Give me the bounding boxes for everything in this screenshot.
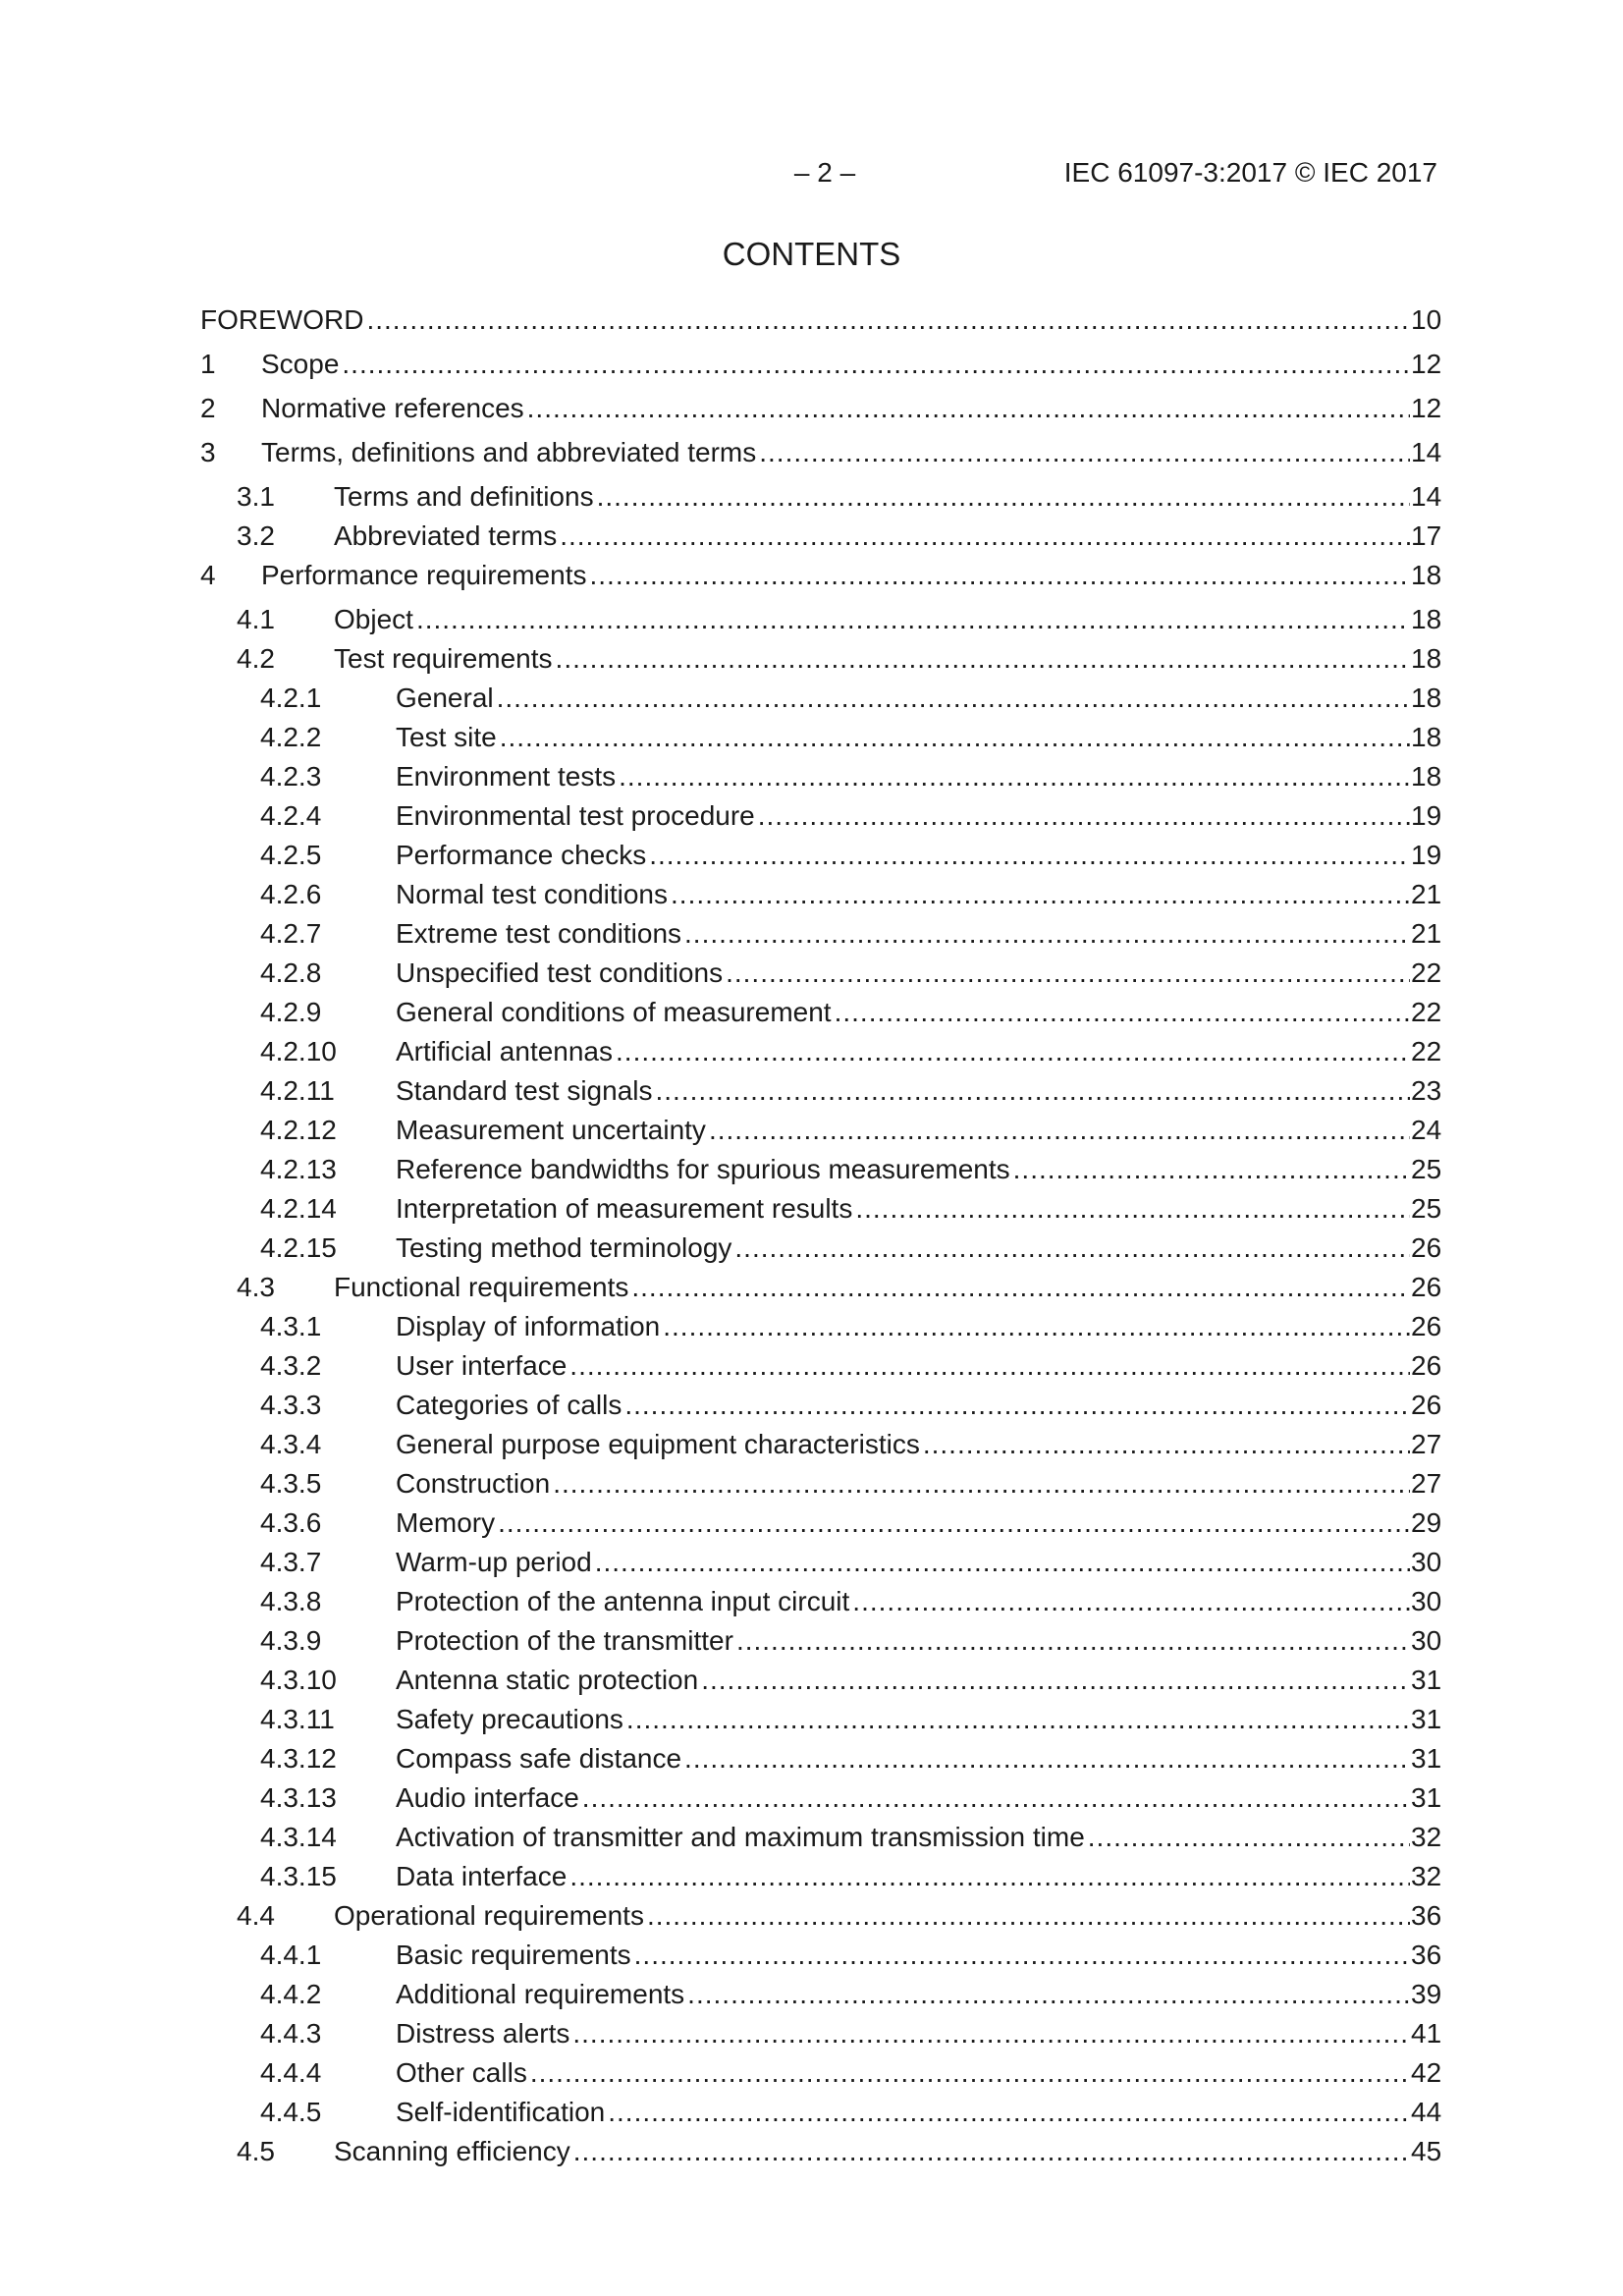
toc-entry-number: 4.2.11 [260,1075,335,1106]
toc-entry[interactable] [0,479,1623,515]
toc-entry[interactable] [0,838,1623,873]
toc-entry[interactable] [0,2134,1623,2169]
toc-entry[interactable] [0,916,1623,952]
toc-entry-title-with-leader [396,2095,1410,2130]
toc-entry-number: 4.3.1 [260,1311,322,1341]
toc-entry-page: 12 [1411,393,1442,423]
toc-entry[interactable] [0,1191,1623,1227]
toc-entry[interactable] [0,435,1623,470]
toc-entry-page: 30 [1411,1625,1442,1656]
toc-entry-page: 41 [1411,2018,1442,2049]
dot-leader [698,1663,1410,1698]
toc-entry[interactable] [0,1505,1623,1541]
toc-entry-title: Normative references [261,391,524,426]
dot-leader [681,916,1410,952]
toc-entry-page: 18 [1411,683,1442,713]
dot-leader [668,877,1410,912]
toc-entry-number: 4 [200,560,216,590]
toc-entry[interactable] [0,1898,1623,1934]
dot-leader [756,435,1410,470]
toc-entry[interactable] [0,1663,1623,1698]
toc-entry-title: Safety precautions [396,1702,623,1737]
toc-entry-page: 21 [1411,879,1442,909]
dot-leader [363,302,1410,338]
toc-entry-title: Other calls [396,2055,527,2091]
toc-entry-page: 30 [1411,1586,1442,1616]
dot-leader [623,1702,1410,1737]
toc-entry-title: Environmental test procedure [396,798,755,834]
dot-leader [613,1034,1410,1069]
toc-entry-page: 19 [1411,800,1442,831]
toc-entry-title-with-leader [396,1034,1410,1069]
toc-entry-title-with-leader [396,1191,1410,1227]
toc-entry[interactable] [0,641,1623,677]
toc-entry[interactable] [0,1584,1623,1619]
toc-entry-number: 3.2 [237,520,275,551]
toc-entry-page: 18 [1411,604,1442,634]
toc-entry-page: 24 [1411,1115,1442,1145]
toc-entry-page: 36 [1411,1900,1442,1931]
toc-entry-title: Functional requirements [334,1270,628,1305]
dot-leader [731,1230,1410,1266]
toc-entry-title: Performance checks [396,838,646,873]
toc-entry-number: 4.3.14 [260,1822,337,1852]
toc-entry-page: 18 [1411,643,1442,674]
dot-leader [570,2134,1410,2169]
toc-entry-page: 26 [1411,1390,1442,1420]
toc-entry[interactable] [0,2095,1623,2130]
toc-entry-page: 36 [1411,1940,1442,1970]
toc-entry[interactable] [0,1780,1623,1816]
toc-entry-title-with-leader [334,479,1410,515]
toc-entry-page: 10 [1411,304,1442,335]
toc-entry-title: Interpretation of measurement results [396,1191,852,1227]
toc-entry-title-with-leader [396,995,1410,1030]
toc-entry-title-with-leader [396,1545,1410,1580]
toc-entry-page: 42 [1411,2057,1442,2088]
toc-entry[interactable] [0,759,1623,794]
toc-entry[interactable] [0,956,1623,991]
toc-entry[interactable] [0,1545,1623,1580]
toc-entry[interactable] [0,995,1623,1030]
toc-entry[interactable] [0,1977,1623,2012]
toc-entry-number: 4.2.7 [260,918,322,949]
toc-entry-page: 25 [1411,1193,1442,1224]
toc-entry[interactable] [0,1702,1623,1737]
toc-entry-number: 4.4.1 [260,1940,322,1970]
toc-entry-title: Measurement uncertainty [396,1113,706,1148]
toc-entry[interactable] [0,1938,1623,1973]
toc-entry-title-with-leader [396,2055,1410,2091]
toc-entry-title-with-leader [334,1270,1410,1305]
toc-entry[interactable] [0,1741,1623,1777]
toc-entry-page: 45 [1411,2136,1442,2166]
toc-entry-number: 4.2.6 [260,879,322,909]
toc-entry-title: Unspecified test conditions [396,956,723,991]
toc-entry[interactable] [0,1309,1623,1344]
toc-entry-title-with-leader [396,1073,1410,1109]
toc-entry-page: 25 [1411,1154,1442,1184]
toc-entry-number: 4.3.15 [260,1861,337,1891]
toc-entry[interactable] [0,1270,1623,1305]
toc-entry[interactable] [0,1466,1623,1502]
toc-entry-title-with-leader [396,720,1410,755]
dot-leader [605,2095,1410,2130]
toc-entry-title-with-leader [334,641,1410,677]
dot-leader [849,1584,1410,1619]
toc-entry-title: Memory [396,1505,495,1541]
toc-entry-title: Scope [261,347,339,382]
toc-entry-title-with-leader [396,1309,1410,1344]
dot-leader [920,1427,1410,1462]
dot-leader [586,558,1410,593]
toc-entry-title: Test requirements [334,641,553,677]
toc-entry-title: General purpose equipment characteristics [396,1427,920,1462]
toc-entry-title-with-leader [396,1505,1410,1541]
toc-entry-title: Additional requirements [396,1977,684,2012]
toc-entry[interactable] [0,1348,1623,1384]
toc-entry-page: 31 [1411,1743,1442,1774]
toc-entry-title: Testing method terminology [396,1230,731,1266]
toc-entry[interactable] [0,1388,1623,1423]
toc-entry-title-with-leader [396,1938,1410,1973]
toc-entry-title-with-leader [396,1427,1410,1462]
toc-entry-page: 27 [1411,1429,1442,1459]
toc-entry-title: Reference bandwidths for spurious measurements [396,1152,1010,1187]
dot-leader [413,602,1410,637]
toc-entry-number: 4.3 [237,1272,275,1302]
toc-entry-title-with-leader [200,302,1410,338]
dot-leader [553,641,1410,677]
toc-entry-title-with-leader [396,1741,1410,1777]
toc-entry-page: 17 [1411,520,1442,551]
toc-entry-title: Antenna static protection [396,1663,698,1698]
toc-entry-title: Display of information [396,1309,660,1344]
dot-leader [852,1191,1410,1227]
toc-entry-title: Test site [396,720,497,755]
toc-entry-number: 4.3.10 [260,1665,337,1695]
dot-leader [1085,1820,1410,1855]
toc-entry-title-with-leader [334,602,1410,637]
toc-entry-title: Operational requirements [334,1898,644,1934]
toc-entry[interactable] [0,681,1623,716]
toc-entry-number: 4.4.2 [260,1979,322,2009]
toc-entry-number: 4.2.8 [260,957,322,988]
toc-entry-number: 4.4.3 [260,2018,322,2049]
dot-leader [594,479,1410,515]
toc-entry-page: 12 [1411,349,1442,379]
toc-entry-page: 30 [1411,1547,1442,1577]
document-reference: IEC 61097-3:2017 © IEC 2017 [1063,157,1437,188]
toc-entry[interactable] [0,1034,1623,1069]
toc-entry-page: 26 [1411,1272,1442,1302]
toc-entry-title-with-leader [261,558,1410,593]
toc-entry-title-with-leader [396,1623,1410,1659]
toc-entry[interactable] [0,391,1623,426]
toc-entry-number: 4.1 [237,604,275,634]
toc-entry-title: Protection of the antenna input circuit [396,1584,849,1619]
dot-leader [660,1309,1410,1344]
toc-entry-number: 4.3.6 [260,1507,322,1538]
toc-entry-title-with-leader [396,956,1410,991]
toc-entry-page: 39 [1411,1979,1442,2009]
toc-entry-number: 4.2.4 [260,800,322,831]
toc-entry-page: 26 [1411,1311,1442,1341]
toc-entry-title-with-leader [261,435,1410,470]
toc-entry-title-with-leader [396,1152,1410,1187]
toc-entry-page: 26 [1411,1350,1442,1381]
toc-entry-title: Artificial antennas [396,1034,613,1069]
toc-entry-title-with-leader [396,877,1410,912]
toc-entry-number: 4.3.3 [260,1390,322,1420]
toc-entry-number: 2 [200,393,216,423]
dot-leader [706,1113,1410,1148]
toc-entry-title-with-leader [396,681,1410,716]
toc-entry[interactable] [0,2055,1623,2091]
toc-entry-number: 4.2.10 [260,1036,337,1066]
toc-entry-title: Terms and definitions [334,479,594,515]
toc-entry-title-with-leader [334,1898,1410,1934]
toc-entry-title-with-leader [396,838,1410,873]
toc-entry-number: 4.3.2 [260,1350,322,1381]
toc-entry-title: Compass safe distance [396,1741,681,1777]
dot-leader [497,720,1410,755]
toc-entry-title-with-leader [396,1702,1410,1737]
toc-entry-number: 4.2.5 [260,840,322,870]
toc-entry-title: Normal test conditions [396,877,668,912]
toc-entry[interactable] [0,877,1623,912]
toc-entry-title: General conditions of measurement [396,995,832,1030]
dot-leader [527,2055,1410,2091]
toc-entry-title-with-leader [396,1584,1410,1619]
toc-entry-page: 22 [1411,957,1442,988]
toc-entry-page: 22 [1411,1036,1442,1066]
toc-entry[interactable] [0,798,1623,834]
toc-entry-page: 23 [1411,1075,1442,1106]
toc-entry[interactable] [0,1623,1623,1659]
dot-leader [681,1741,1410,1777]
dot-leader [1010,1152,1410,1187]
toc-entry-number: 4.2.9 [260,997,322,1027]
toc-entry-number: 4.2.2 [260,722,322,752]
toc-entry-title-with-leader [396,1780,1410,1816]
toc-entry-number: 4.3.9 [260,1625,322,1656]
dot-leader [592,1545,1410,1580]
toc-entry-page: 32 [1411,1822,1442,1852]
toc-entry-title: Performance requirements [261,558,586,593]
toc-entry-title-with-leader [396,1388,1410,1423]
toc-entry-title: Scanning efficiency [334,2134,570,2169]
toc-entry-page: 18 [1411,560,1442,590]
dot-leader [557,519,1410,554]
dot-leader [616,759,1410,794]
dot-leader [644,1898,1410,1934]
dot-leader [567,1859,1410,1894]
toc-entry[interactable] [0,519,1623,554]
dot-leader [684,1977,1410,2012]
toc-entry[interactable] [0,602,1623,637]
toc-entry-page: 14 [1411,437,1442,467]
page-number: – 2 – [793,157,856,188]
toc-entry-title-with-leader [261,347,1410,382]
toc-entry[interactable] [0,1859,1623,1894]
toc-entry-number: 3 [200,437,216,467]
toc-entry-title-with-leader [334,519,1410,554]
toc-entry-number: 4.2.1 [260,683,322,713]
toc-entry-title: Data interface [396,1859,567,1894]
toc-entry[interactable] [0,1427,1623,1462]
toc-entry-page: 31 [1411,1704,1442,1734]
toc-entry-title: User interface [396,1348,567,1384]
toc-entry-number: 1 [200,349,216,379]
toc-entry-title-with-leader [334,2134,1410,2169]
toc-entry-title-with-leader [396,2016,1410,2051]
toc-entry-page: 44 [1411,2097,1442,2127]
toc-entry-number: 4.4.5 [260,2097,322,2127]
dot-leader [569,2016,1410,2051]
toc-entry-title-with-leader [396,1663,1410,1698]
toc-entry-number: 4.4.4 [260,2057,322,2088]
toc-entry-title: Basic requirements [396,1938,631,1973]
toc-entry-title: Activation of transmitter and maximum transmission time [396,1820,1085,1855]
toc-entry-title-with-leader [396,1113,1410,1148]
toc-entry[interactable] [0,1152,1623,1187]
toc-entry-number: 4.4 [237,1900,275,1931]
toc-entry-number: 4.3.7 [260,1547,322,1577]
dot-leader [524,391,1410,426]
toc-entry-title-with-leader [396,1348,1410,1384]
toc-entry[interactable] [0,1113,1623,1148]
toc-entry-page: 26 [1411,1232,1442,1263]
toc-entry-title: Construction [396,1466,550,1502]
toc-entry-title: Terms, definitions and abbreviated terms [261,435,756,470]
dot-leader [755,798,1410,834]
dot-leader [622,1388,1410,1423]
toc-entry-page: 18 [1411,722,1442,752]
toc-entry-number: 4.2.14 [260,1193,337,1224]
dot-leader [631,1938,1410,1973]
toc-entry-title-with-leader [396,1230,1410,1266]
dot-leader [733,1623,1410,1659]
toc-entry-number: 4.2 [237,643,275,674]
toc-entry-page: 29 [1411,1507,1442,1538]
dot-leader [653,1073,1411,1109]
toc-entry[interactable] [0,1820,1623,1855]
toc-entry-title: Audio interface [396,1780,579,1816]
toc-entry-number: 4.2.3 [260,761,322,792]
toc-entry-title-with-leader [396,759,1410,794]
toc-entry-number: 4.3.4 [260,1429,322,1459]
toc-entry-number: 4.3.8 [260,1586,322,1616]
toc-entry-page: 31 [1411,1782,1442,1813]
toc-entry-title-with-leader [396,1820,1410,1855]
dot-leader [832,995,1410,1030]
toc-entry-title-with-leader [396,798,1410,834]
toc-entry-number: 4.3.11 [260,1704,335,1734]
dot-leader [495,1505,1410,1541]
dot-leader [494,681,1410,716]
toc-entry-title: Distress alerts [396,2016,569,2051]
toc-entry-number: 4.3.12 [260,1743,337,1774]
dot-leader [567,1348,1410,1384]
toc-entry-page: 27 [1411,1468,1442,1499]
toc-entry[interactable] [0,558,1623,593]
toc-entry-page: 22 [1411,997,1442,1027]
toc-entry-title: Extreme test conditions [396,916,681,952]
toc-entry-number: 4.2.13 [260,1154,337,1184]
toc-entry-title: Warm-up period [396,1545,592,1580]
toc-entry-number: 4.5 [237,2136,275,2166]
toc-entry-title-with-leader [396,1977,1410,2012]
toc-entry-title: Categories of calls [396,1388,622,1423]
toc-entry-page: 18 [1411,761,1442,792]
toc-entry-title: Object [334,602,413,637]
toc-entry-title-with-leader [396,916,1410,952]
toc-entry[interactable] [0,302,1623,338]
dot-leader [628,1270,1410,1305]
toc-entry-page: 14 [1411,481,1442,512]
dot-leader [723,956,1410,991]
toc-entry-title: Environment tests [396,759,616,794]
dot-leader [550,1466,1410,1502]
toc-entry-title: Self-identification [396,2095,605,2130]
toc-entry-title-with-leader [396,1859,1410,1894]
toc-entry-page: 19 [1411,840,1442,870]
toc-entry-number: 4.2.15 [260,1232,337,1263]
toc-entry-title-with-leader [261,391,1410,426]
toc-entry[interactable] [0,1230,1623,1266]
toc-entry[interactable] [0,1073,1623,1109]
toc-entry[interactable] [0,720,1623,755]
toc-entry-title: FOREWORD [200,302,363,338]
dot-leader [646,838,1410,873]
dot-leader [579,1780,1410,1816]
toc-entry-title: Standard test signals [396,1073,653,1109]
toc-entry-title: General [396,681,494,716]
page-title: CONTENTS [722,236,901,272]
toc-entry-page: 31 [1411,1665,1442,1695]
toc-entry-title: Protection of the transmitter [396,1623,733,1659]
toc-entry[interactable] [0,347,1623,382]
toc-entry-number: 3.1 [237,481,275,512]
toc-entry-number: 4.3.5 [260,1468,322,1499]
toc-entry[interactable] [0,2016,1623,2051]
toc-entry-title: Abbreviated terms [334,519,557,554]
toc-entry-page: 21 [1411,918,1442,949]
toc-entry-title-with-leader [396,1466,1410,1502]
toc-entry-page: 32 [1411,1861,1442,1891]
toc-entry-number: 4.3.13 [260,1782,337,1813]
dot-leader [339,347,1410,382]
toc-entry-number: 4.2.12 [260,1115,337,1145]
